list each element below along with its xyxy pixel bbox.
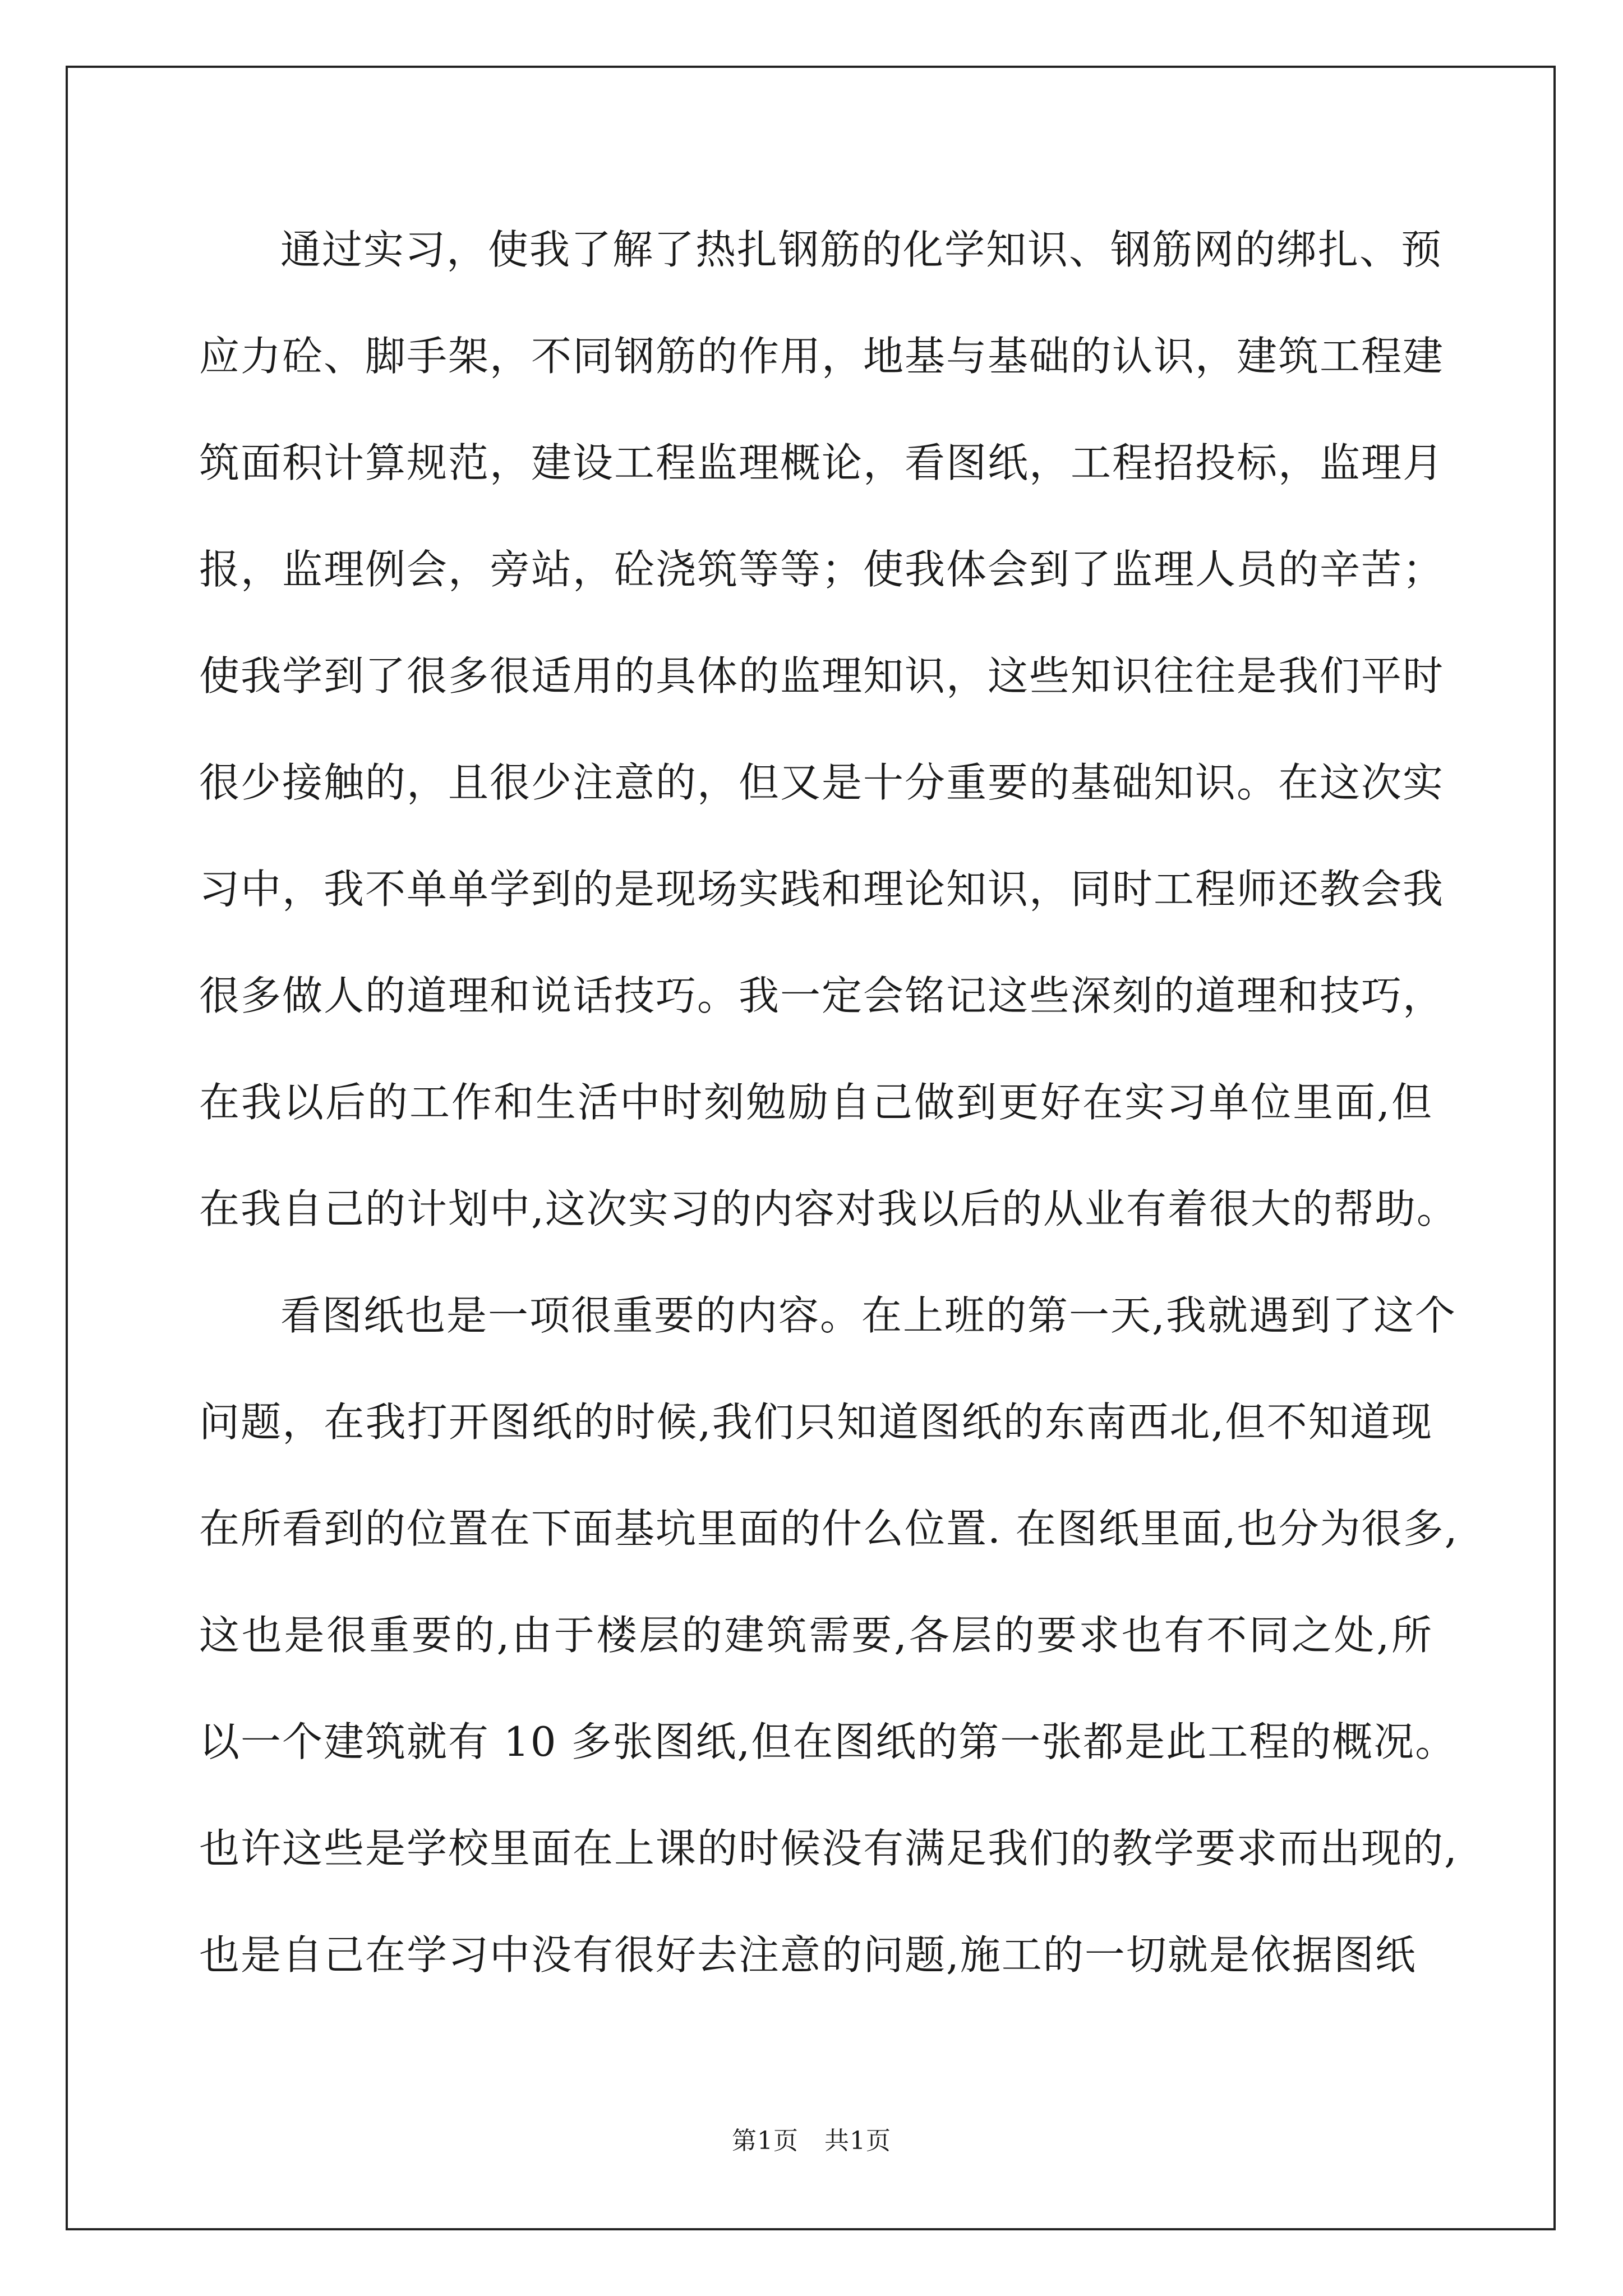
document-body <box>199 208 1459 2019</box>
paragraph-1-line: 使我学到了很多很适用的具体的监理知识，这些知识往往是我们平时 <box>199 652 1445 700</box>
paragraph-1-line: 很多做人的道理和说话技巧。我一定会铭记这些深刻的道理和技巧， <box>199 972 1445 1019</box>
paragraph-1-line: 很少接触的，且很少注意的，但又是十分重要的基础知识。在这次实 <box>199 759 1445 806</box>
paragraph-2-line: 以一个建筑就有 10 多张图纸,但在图纸的第一张都是此工程的概况。 <box>199 1718 1457 1765</box>
paragraph-1-line: 通过实习，使我了解了热扎钢筋的化学知识、钢筋网的绑扎、预 <box>280 226 1443 273</box>
paragraph-1-line: 在我以后的工作和生活中时刻勉励自己做到更好在实习单位里面,但 <box>199 1079 1433 1126</box>
paragraph-1-line: 筑面积计算规范，建设工程监理概论，看图纸，工程招投标，监理月 <box>199 439 1445 486</box>
paragraph-2-line: 这也是很重要的,由于楼层的建筑需要,各层的要求也有不同之处,所 <box>199 1612 1433 1659</box>
paragraph-2-line: 也是自己在学习中没有很好去注意的问题,施工的一切就是依据图纸 <box>199 1931 1417 1978</box>
page-footer <box>0 2120 1623 2156</box>
page-number: 第1页 <box>732 2127 799 2155</box>
paragraph-1-line: 习中，我不单单学到的是现场实践和理论知识，同时工程师还教会我 <box>199 866 1445 913</box>
paragraph-1-line: 应力砼、脚手架，不同钢筋的作用，地基与基础的认识，建筑工程建 <box>199 333 1445 380</box>
paragraph-1-line: 在我自己的计划中,这次实习的内容对我以后的从业有着很大的帮助。 <box>199 1185 1458 1232</box>
paragraph-1-line: 报，监理例会，旁站，砼浇筑等等；使我体会到了监理人员的辛苦； <box>199 546 1445 593</box>
paragraph-2-line: 问题，在我打开图纸的时候,我们只知道图纸的东南西北,但不知道现 <box>199 1398 1433 1446</box>
page-total: 共1页 <box>824 2127 891 2155</box>
paragraph-2-line: 在所看到的位置在下面基坑里面的什么位置. 在图纸里面,也分为很多, <box>199 1505 1459 1552</box>
paragraph-2-line: 看图纸也是一项很重要的内容。在上班的第一天,我就遇到了这个 <box>280 1292 1456 1339</box>
paragraph-2-line: 也许这些是学校里面在上课的时候没有满足我们的教学要求而出现的, <box>199 1825 1458 1872</box>
